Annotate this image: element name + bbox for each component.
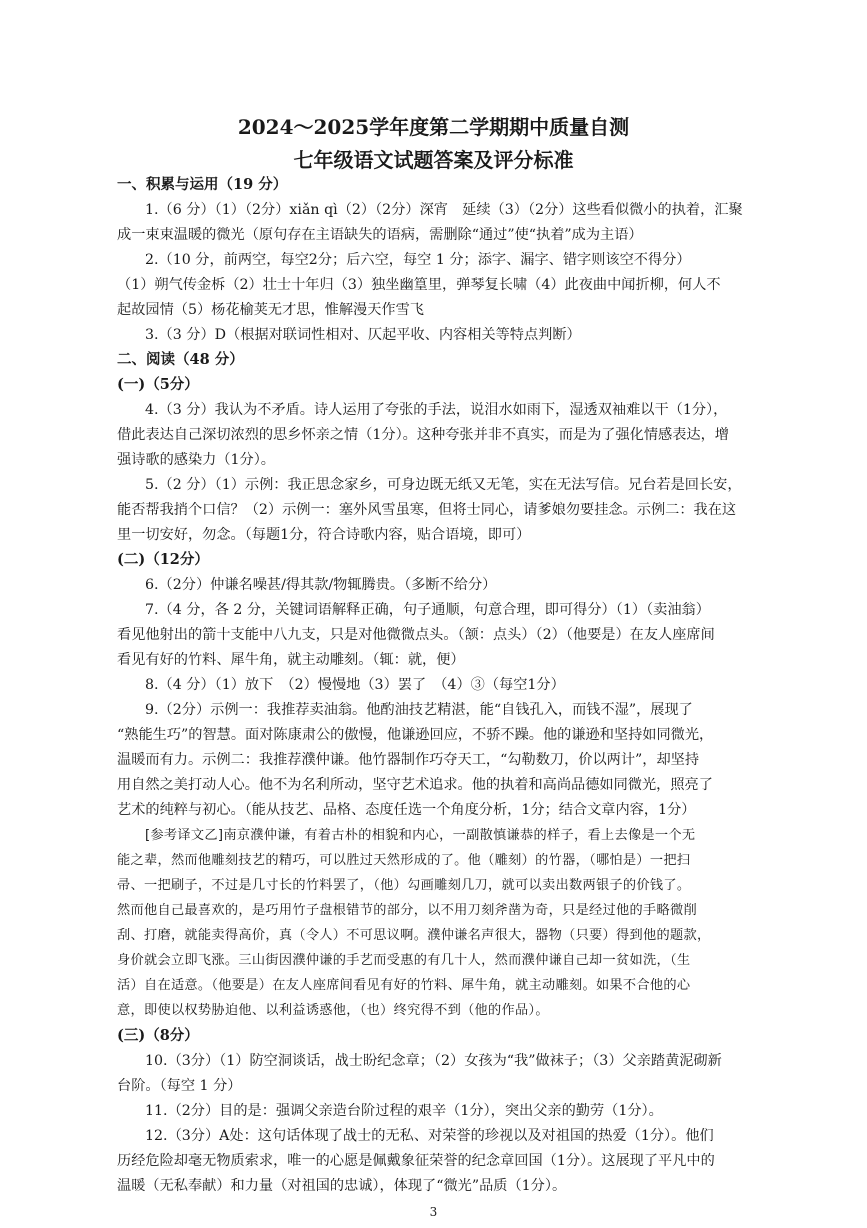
answer-line: 8.（4 分）（1）放下 （2）慢慢地（3）罢了 （4）③（每空1分） — [145, 677, 565, 693]
page-title: 2024～2025学年度第二学期期中质量自测 — [237, 115, 630, 139]
answer-line: 看见有好的竹料、犀牛角，就主动雕刻。（辄：就，便） — [117, 652, 465, 668]
answer-line: 温暖（无私奉献）和力量（对祖国的忠诚），体现了“微光”品质（1分）。 — [117, 1178, 567, 1194]
answer-line: 借此表达自己深切浓烈的思乡怀亲之情（1分）。这种夸张并非不真实，而是为了强化情感表达，增 — [117, 427, 729, 443]
answer-line: 9.（2分）示例一：我推荐卖油翁。他酌油技艺精湛，能“自钱孔入，而钱不湿”，展现了 — [145, 702, 693, 718]
answer-line: 起故园情（5）杨花榆荚无才思，惟解漫天作雪飞 — [117, 302, 424, 318]
answer-line: 6.（2分）仲谦名噪甚/得其款/物辄腾贵。（多断不给分） — [145, 577, 497, 593]
reference-translation-line: [参考译文乙]南京濮仲谦，有着古朴的相貌和内心，一副散慎谦恭的样子，看上去像是一个无 — [145, 828, 696, 843]
answer-line: 11.（2分）目的是：强调父亲造台阶过程的艰辛（1分），突出父亲的勤劳（1分）。 — [145, 1103, 663, 1119]
section-heading-1: 一、积累与运用（19 分） — [117, 176, 288, 193]
page-number: 3 — [429, 1205, 438, 1219]
page-subtitle: 七年级语文试题答案及评分标准 — [293, 148, 574, 172]
reference-translation-line: 身价就会立即飞涨。三山街因濮仲谦的手艺而受惠的有几十人，然而濮仲谦自己却一贫如洗，（生 — [117, 953, 691, 968]
answer-line: 1.（6 分）（1）（2分）xiǎn qì（2）（2分）深宵 延续（3）（2分）这些看似微小的执着，汇聚 — [145, 202, 743, 218]
answer-line: 用自然之美打动人心。他不为名利所动，坚守艺术追求。他的执着和高尚品德如同微光，照亮了 — [117, 777, 713, 793]
answer-line: 12.（3分）A处：这句话体现了战士的无私、对荣誉的珍视以及对祖国的热爱（1分）。他们 — [145, 1128, 714, 1144]
answer-line: 5.（2 分）（1）示例：我正思念家乡，可身边既无纸又无笔，实在无法写信。兄台若是回长安， — [145, 477, 742, 493]
reference-translation-line: 意，即使以权势胁迫他、以利益诱惑他，（也）终究得不到（他的作品）。 — [117, 1003, 549, 1018]
section-heading-2: 二、阅读（48 分） — [117, 351, 244, 368]
answer-line: “熟能生巧”的智慧。面对陈康肃公的傲慢，他谦逊回应，不骄不躁。他的谦逊和坚持如同微光， — [117, 727, 714, 743]
reference-translation-line: 然而他自己最喜欢的，是巧用竹子盘根错节的部分，以不用刀刻斧凿为奇，只是经过他的手略微削 — [117, 903, 697, 918]
answer-line: 能否帮我捎个口信？（2）示例一：塞外风雪虽寒，但将士同心，请爹娘勿要挂念。示例二：我在这 — [117, 502, 737, 518]
answer-line: 里一切安好，勿念。（每题1分，符合诗歌内容，贴合语境，即可） — [117, 527, 531, 543]
subsection-heading: (三)（8分） — [117, 1027, 199, 1044]
answer-line: 成一束束温暖的微光（原句存在主语缺失的语病，需删除“通过”使“执着”成为主语） — [117, 227, 643, 243]
reference-translation-line: 能之辈，然而他雕刻技艺的精巧，可以胜过天然形成的了。他（雕刻）的竹器，（哪怕是）一把扫 — [117, 853, 691, 868]
answer-line: 温暖而有力。示例二：我推荐濮仲谦。他竹器制作巧夺天工，“勾勒数刀，价以两计”，却坚持 — [117, 752, 700, 768]
reference-translation-line: 刮、打磨，就能卖得高价，真（令人）不可思议啊。濮仲谦名声很大，器物（只要）得到他的题款， — [117, 928, 711, 943]
answer-line: （1）朔气传金柝（2）壮士十年归（3）独坐幽篁里，弹琴复长啸（4）此夜曲中闻折柳，何人不 — [117, 277, 721, 293]
answer-line: 强诗歌的感染力（1分）。 — [117, 452, 275, 468]
answer-line: 4.（3 分）我认为不矛盾。诗人运用了夸张的手法，说泪水如雨下，湿透双袖难以干（1分）， — [145, 402, 728, 418]
reference-translation-line: 活）自在适意。（他要是）在友人座席间看见有好的竹料、犀牛角，就主动雕刻。如果不合他的心 — [117, 978, 691, 993]
answer-line: 台阶。（每空 1 分） — [117, 1078, 242, 1094]
answer-line: 7.（4 分，各 2 分，关键词语解释正确，句子通顺，句意合理，即可得分）（1）（卖油翁） — [145, 602, 710, 618]
answer-line: 3.（3 分）D（根据对联词性相对、仄起平收、内容相关等特点判断） — [145, 327, 581, 343]
answer-line: 看见他射出的箭十支能中八九支，只是对他微微点头。（颔：点头）（2）（他要是）在友人座席间 — [117, 627, 715, 643]
answer-line: 2.（10 分，前两空，每空2分；后六空，每空 1 分；添字、漏字、错字则该空不得分） — [145, 252, 691, 268]
subsection-heading: (一)（5分） — [117, 376, 199, 393]
subsection-heading: (二)（12分） — [117, 551, 209, 568]
answer-line: 10.（3分）（1）防空洞谈话，战士盼纪念章；（2）女孩为“我”做袜子；（3）父亲踏黄泥砌新 — [145, 1053, 722, 1069]
answer-line: 历经危险却毫无物质索求，唯一的心愿是佩戴象征荣誉的纪念章回国（1分）。这展现了平凡中的 — [117, 1153, 715, 1169]
answer-line: 艺术的纯粹与初心。（能从技艺、品格、态度任选一个角度分析，1分；结合文章内容，1分） — [117, 802, 696, 818]
reference-translation-line: 帚、一把刷子，不过是几寸长的竹料罢了，（他）勾画雕刻几刀，就可以卖出数两银子的价钱了。 — [117, 878, 691, 893]
